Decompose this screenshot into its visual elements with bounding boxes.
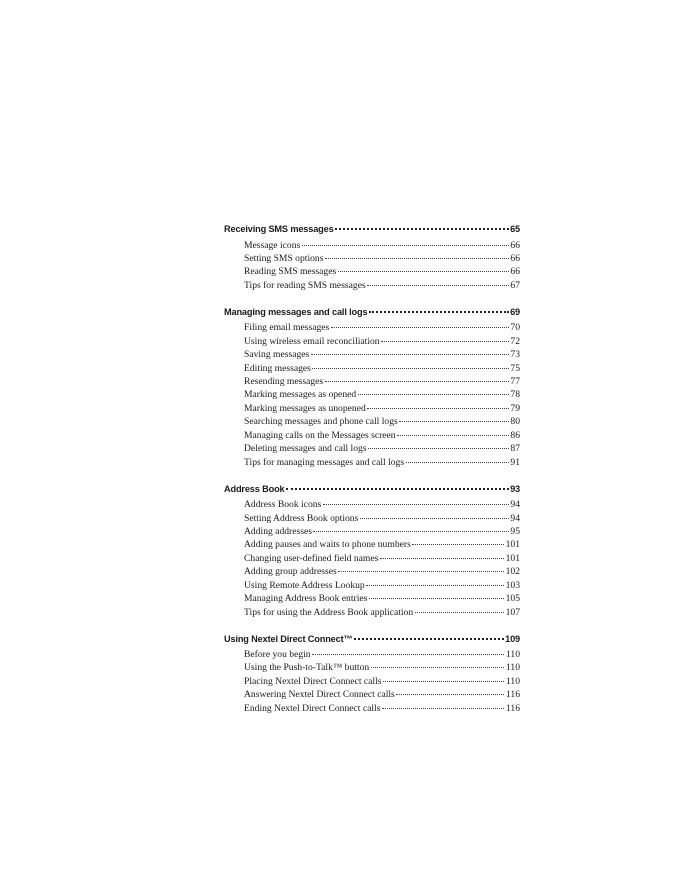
page-number: 110 bbox=[505, 675, 520, 687]
page-number: 102 bbox=[505, 566, 520, 578]
dot-leader bbox=[397, 435, 509, 436]
entry-title: Using wireless email reconciliation bbox=[244, 335, 380, 347]
page-number: 94 bbox=[510, 499, 520, 511]
toc-entry[interactable] bbox=[224, 280, 520, 293]
dot-leader bbox=[399, 421, 509, 422]
entry-title: Using the Push-to-Talk™ button bbox=[244, 662, 370, 674]
dot-leader bbox=[312, 368, 509, 369]
entry-title: Setting Address Book options bbox=[244, 512, 359, 524]
page-number: 72 bbox=[510, 335, 520, 347]
entry-title: Changing user-defined field names bbox=[244, 552, 379, 564]
page-number: 80 bbox=[510, 416, 520, 428]
entry-title: Adding pauses and waits to phone numbers bbox=[244, 539, 411, 551]
page-number: 95 bbox=[510, 525, 520, 537]
toc-entry[interactable] bbox=[224, 689, 520, 702]
dot-leader bbox=[286, 488, 509, 490]
toc-entry[interactable] bbox=[224, 457, 520, 470]
entry-title: Reading SMS messages bbox=[244, 266, 337, 278]
page-number: 103 bbox=[505, 579, 520, 591]
toc-entry[interactable] bbox=[224, 513, 520, 526]
entry-title: Managing calls on the Messages screen bbox=[244, 429, 396, 441]
toc-entry[interactable] bbox=[224, 336, 520, 349]
toc-entry[interactable] bbox=[224, 430, 520, 443]
dot-leader bbox=[371, 667, 505, 668]
dot-leader bbox=[312, 654, 504, 655]
dot-leader bbox=[367, 408, 509, 409]
page-number: 110 bbox=[505, 649, 520, 660]
toc-entry[interactable] bbox=[224, 403, 520, 416]
page-number: 105 bbox=[505, 593, 520, 605]
page-number: 87 bbox=[510, 443, 520, 455]
dot-leader bbox=[358, 394, 509, 395]
page-number: 110 bbox=[505, 662, 520, 674]
dot-leader bbox=[369, 311, 509, 313]
page-number: 75 bbox=[510, 362, 520, 374]
entry-title: Setting SMS options bbox=[244, 252, 324, 264]
toc-entry[interactable] bbox=[224, 593, 520, 606]
page-number: 70 bbox=[510, 322, 520, 334]
entry-title: Adding group addresses bbox=[244, 566, 337, 578]
toc-entry[interactable] bbox=[224, 526, 520, 539]
page-number: 94 bbox=[510, 512, 520, 524]
page-number: 66 bbox=[510, 252, 520, 264]
dot-leader bbox=[406, 462, 509, 463]
entry-title: Tips for managing messages and call logs bbox=[244, 456, 405, 468]
dot-leader bbox=[367, 285, 509, 286]
toc-section bbox=[224, 484, 520, 620]
dot-leader bbox=[311, 354, 509, 355]
entry-title: Tips for using the Address Book application bbox=[244, 606, 414, 618]
toc-entry[interactable] bbox=[224, 499, 520, 512]
page-number: 67 bbox=[510, 279, 520, 291]
dot-leader bbox=[380, 558, 504, 559]
page-number: 101 bbox=[505, 552, 520, 564]
dot-leader bbox=[382, 708, 505, 709]
toc-entry[interactable] bbox=[224, 376, 520, 389]
dot-leader bbox=[338, 571, 504, 572]
entry-title: Using Remote Address Lookup bbox=[244, 579, 365, 591]
entry-title: Address Book icons bbox=[244, 499, 322, 511]
dot-leader bbox=[325, 258, 509, 259]
dot-leader bbox=[338, 271, 509, 272]
page-number: 79 bbox=[510, 402, 520, 414]
toc-entry[interactable] bbox=[224, 416, 520, 429]
toc-entry[interactable] bbox=[224, 322, 520, 335]
page-number: 101 bbox=[505, 539, 520, 551]
page-number: 77 bbox=[510, 376, 520, 387]
entry-title: Tips for reading SMS messages bbox=[244, 279, 366, 291]
toc-entry[interactable] bbox=[224, 662, 520, 675]
entry-title: Answering Nextel Direct Connect calls bbox=[244, 689, 395, 701]
table-of-contents bbox=[224, 224, 520, 730]
page-number: 91 bbox=[510, 456, 520, 468]
toc-entry[interactable] bbox=[224, 240, 520, 253]
entry-title: Adding addresses bbox=[244, 525, 312, 537]
toc-entry[interactable] bbox=[224, 703, 520, 716]
dot-leader bbox=[368, 448, 509, 449]
entry-title: Before you begin bbox=[244, 649, 311, 660]
toc-entry[interactable] bbox=[224, 580, 520, 593]
dot-leader bbox=[302, 245, 509, 246]
dot-leader bbox=[323, 504, 509, 505]
entry-title: Resending messages bbox=[244, 376, 324, 387]
entry-title: Ending Nextel Direct Connect calls bbox=[244, 702, 381, 714]
page-number: 116 bbox=[505, 702, 520, 714]
dot-leader bbox=[366, 585, 504, 586]
section-title: Receiving SMS messages bbox=[224, 224, 334, 234]
page-number: 69 bbox=[510, 306, 520, 317]
toc-section bbox=[224, 224, 520, 293]
dot-leader bbox=[313, 531, 508, 532]
dot-leader bbox=[381, 341, 509, 342]
page-number: 107 bbox=[505, 606, 520, 618]
dot-leader bbox=[415, 612, 504, 613]
section-title: Managing messages and call logs bbox=[224, 306, 368, 317]
toc-entry[interactable] bbox=[224, 607, 520, 620]
entry-title: Editing messages bbox=[244, 362, 311, 374]
entry-title: Marking messages as opened bbox=[244, 389, 357, 401]
dot-leader bbox=[360, 518, 509, 519]
page-number: 66 bbox=[510, 266, 520, 278]
dot-leader bbox=[325, 381, 509, 382]
toc-entry[interactable] bbox=[224, 553, 520, 566]
page-number: 109 bbox=[505, 633, 520, 644]
section-title: Using Nextel Direct Connect™ bbox=[224, 633, 353, 644]
toc-section-heading[interactable] bbox=[224, 634, 520, 649]
page-number: 65 bbox=[510, 224, 520, 234]
toc-section bbox=[224, 307, 520, 470]
dot-leader bbox=[412, 544, 504, 545]
page-number: 86 bbox=[510, 429, 520, 441]
toc-entry[interactable] bbox=[224, 266, 520, 279]
dot-leader bbox=[383, 681, 504, 682]
dot-leader bbox=[335, 228, 509, 230]
toc-entry[interactable] bbox=[224, 539, 520, 552]
toc-entry[interactable] bbox=[224, 443, 520, 456]
entry-title: Marking messages as unopened bbox=[244, 402, 366, 414]
entry-title: Searching messages and phone call logs bbox=[244, 416, 398, 428]
toc-entry[interactable] bbox=[224, 363, 520, 376]
toc-entry[interactable] bbox=[224, 349, 520, 362]
entry-title: Deleting messages and call logs bbox=[244, 443, 367, 455]
entry-title: Saving messages bbox=[244, 349, 310, 361]
page-number: 66 bbox=[510, 239, 520, 251]
toc-section-heading[interactable] bbox=[224, 484, 520, 499]
dot-leader bbox=[331, 327, 509, 328]
entry-title: Message icons bbox=[244, 239, 301, 251]
toc-entry[interactable] bbox=[224, 566, 520, 579]
page-number: 78 bbox=[510, 389, 520, 401]
toc-entry[interactable] bbox=[224, 649, 520, 662]
toc-entry[interactable] bbox=[224, 389, 520, 402]
toc-section-heading[interactable] bbox=[224, 307, 520, 322]
toc-section bbox=[224, 634, 520, 717]
section-title: Address Book bbox=[224, 483, 285, 494]
toc-entry[interactable] bbox=[224, 253, 520, 266]
entry-title: Managing Address Book entries bbox=[244, 593, 368, 605]
entry-title: Filing email messages bbox=[244, 322, 330, 334]
dot-leader bbox=[369, 598, 504, 599]
entry-title: Placing Nextel Direct Connect calls bbox=[244, 675, 382, 687]
toc-section-heading[interactable] bbox=[224, 224, 520, 239]
dot-leader bbox=[396, 694, 504, 695]
page-number: 73 bbox=[510, 349, 520, 361]
toc-entry[interactable] bbox=[224, 676, 520, 689]
page-number: 116 bbox=[505, 689, 520, 701]
dot-leader bbox=[354, 638, 504, 640]
page-number: 93 bbox=[510, 483, 520, 494]
